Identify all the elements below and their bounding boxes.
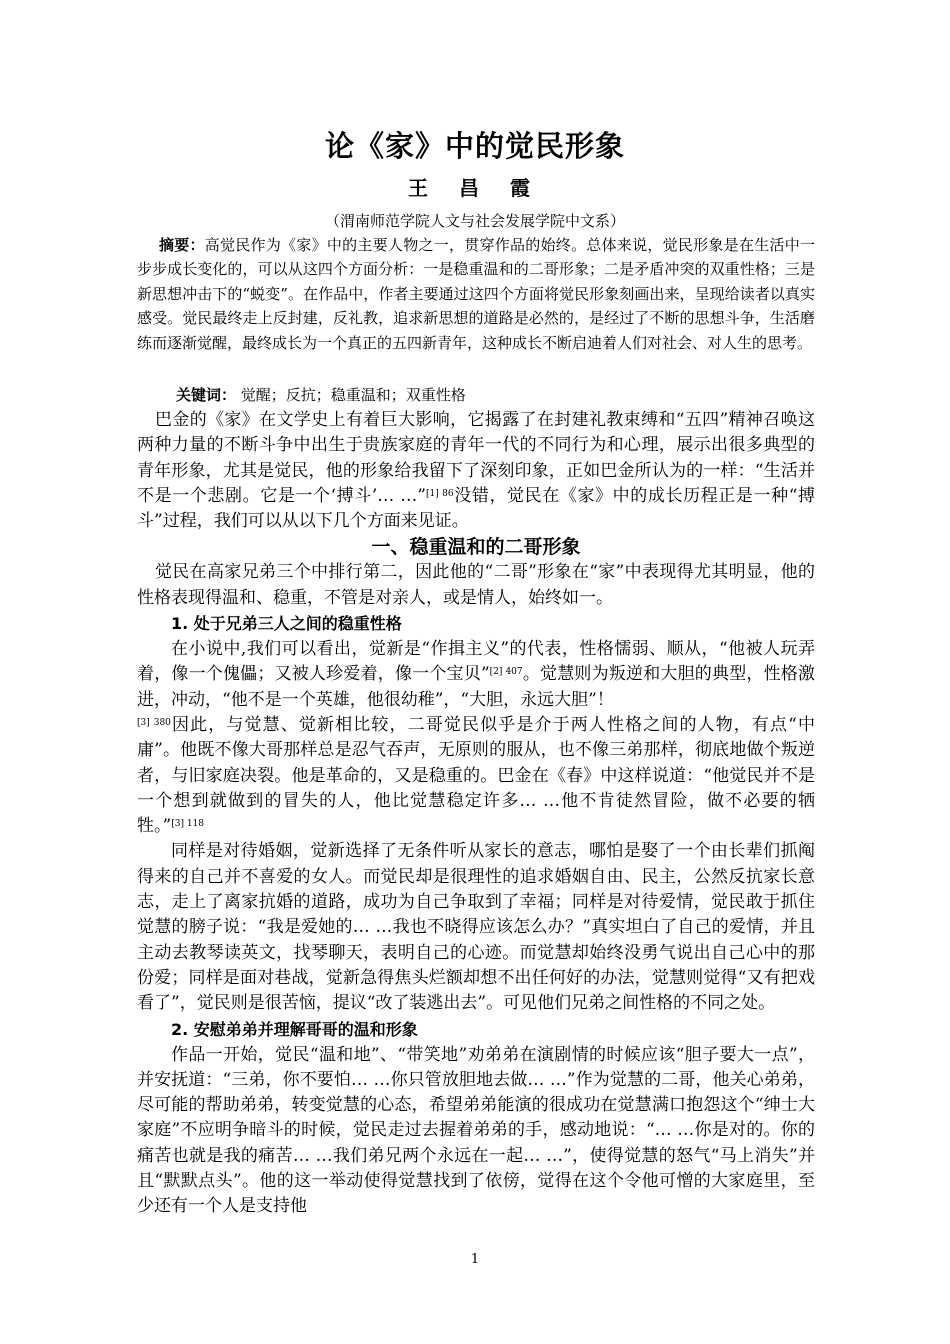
abstract-text: 高觉民作为《家》中的主要人物之一，贯穿作品的始终。总体来说，觉民形象是在生活中一步步成长变化的，可以从这四个方面分析：一是稳重温和的二哥形象；二是矛盾冲突的双重性格；三是新思想冲击下的“蜕变”。在作品中，作者主要通过这四个方面将觉民形象刻画出来，呈现给读者以真实感受。觉民最终走上反封建，反礼教，追求新思想的道路是必然的，是经过了不断的思想斗争，生活磨练而逐渐觉醒，最终成长为一个真正的五四新青年，这种成长不断启迪着人们对社会、对人生的思考。: [137, 236, 815, 352]
keywords-label: 关键词：: [176, 386, 237, 404]
abstract: [137, 233, 815, 355]
citation: [3] 380: [137, 717, 171, 728]
affiliation: （渭南师范学院人文与社会发展学院中文系）: [324, 212, 625, 230]
paragraph-text: 。觉慧则为叛逆和大胆的典型，性格激进，冲动，“他不是一个英雄，他很幼稚”，“大胆，永远大胆”！: [137, 664, 815, 710]
keywords-text: 觉醒；反抗；稳重温和；双重性格: [240, 386, 466, 404]
abstract-label: 摘要：: [159, 236, 205, 254]
intro-tail: 没错，觉民在《家》中的成长历程正是一种“搏斗”过程，我们可以从以下几个方面来见证。: [137, 485, 816, 532]
intro-paragraph: [137, 408, 815, 534]
intro-text: 巴金的《家》在文学史上有着巨大影响，它揭露了在封建礼教束缚和“五四”精神召唤这两种力量的不断斗争中出生于贵族家庭的青年一代的不同行为和心理，展示出很多典型的青年形象，尤其是觉民，他的形象给我留下了深刻印象，正如巴金所认为的一样：“生活并不是一个悲剧。它是一个‘搏斗’… …”: [137, 410, 815, 506]
citation: [1] 86: [425, 488, 454, 499]
author-name: 王 昌 霞: [408, 176, 542, 200]
section-paragraph: 觉民在高家兄弟三个中排行第二，因此他的“二哥”形象在“家”中表现得尤其明显，他的性格表现得温和、稳重，不管是对亲人，或是情人，始终如一。: [137, 562, 815, 608]
page-number: 1: [470, 1252, 480, 1267]
subsection-paragraph: 作品一开始，觉民“温和地”、“带笑地”劝弟弟在演剧情的时候应该“胆子要大一点”，并安抚道：“三弟，你不要怕… …你只管放胆地去做… …”作为觉慧的二哥，他关心弟弟，尽可能的帮助弟弟，转变觉慧的心态，希望弟弟能演的很成功在觉慧满口抱怨这个“绅士大家庭”不应明争暗斗的时候，觉民走过去握着弟弟的手，感动地说：“… …你是对的。你的痛苦也就是我的痛苦… …我们弟兄两个永远在一起… …”，使得觉慧的怒气“马上消失”并且“默默点头”。他的这一举动使得觉慧找到了依傍，觉得在这个令他可憎的大家庭里，至少还有一个人是支持他: [137, 1044, 815, 1217]
paragraph-text: 在小说中,我们可以看出，觉新是“作揖主义”的代表，性格懦弱、顺从，“他被人玩弄着，像一个傀儡；又被人珍爱着，像一个宝贝”: [137, 639, 815, 685]
subsection-heading: 1. 处于兄弟三人之间的稳重性格: [171, 614, 402, 634]
section-heading: 一、稳重温和的二哥形象: [371, 536, 581, 559]
citation: [3] 118: [171, 819, 204, 830]
keywords: [176, 384, 466, 405]
subsection-paragraph: [137, 637, 815, 839]
citation: [2] 407: [489, 667, 523, 678]
paper-title: 论《家》中的觉民形象: [324, 129, 625, 163]
paragraph-text: 因此，与觉慧、觉新相比较，二哥觉民似乎是介于两人性格之间的人物，有点“中庸”。他既不像大哥那样总是忍气吞声，无原则的服从，也不像三弟那样，彻底地做个叛逆者，与旧家庭决裂。他是革命的，又是稳重的。巴金在《春》中这样说道：“他觉民并不是一个想到就做到的冒失的人，他比觉慧稳定许多… …他不肯徒然冒险，做不必要的牺牲。”: [137, 714, 815, 837]
body-text: [137, 408, 815, 1220]
subsection-paragraph: 同样是对待婚姻，觉新选择了无条件听从家长的意志，哪怕是娶了一个由长辈们抓阄得来的自己并不喜爱的女人。而觉民却是很理性的追求婚姻自由、民主，公然反抗家长意志，走上了离家抗婚的道路，成功为自己争取到了幸福；同样是对待爱情，觉民敢于抓住觉慧的膀子说：“我是爱她的… …我也不晓得应该怎么办？”真实坦白了自己的爱情，并且主动去教琴读英文，找琴聊天，表明自己的心迹。而觉慧却始终没勇气说出自己心中的那份爱；同样是面对巷战，觉新急得焦头烂额却想不出任何好的办法，觉慧则觉得“又有把戏看了”，觉民则是很苦恼，提议“改了装逃出去”。可见他们兄弟之间性格的不同之处。: [137, 841, 815, 1014]
subsection-heading: 2. 安慰弟弟并理解哥哥的温和形象: [171, 1019, 418, 1039]
